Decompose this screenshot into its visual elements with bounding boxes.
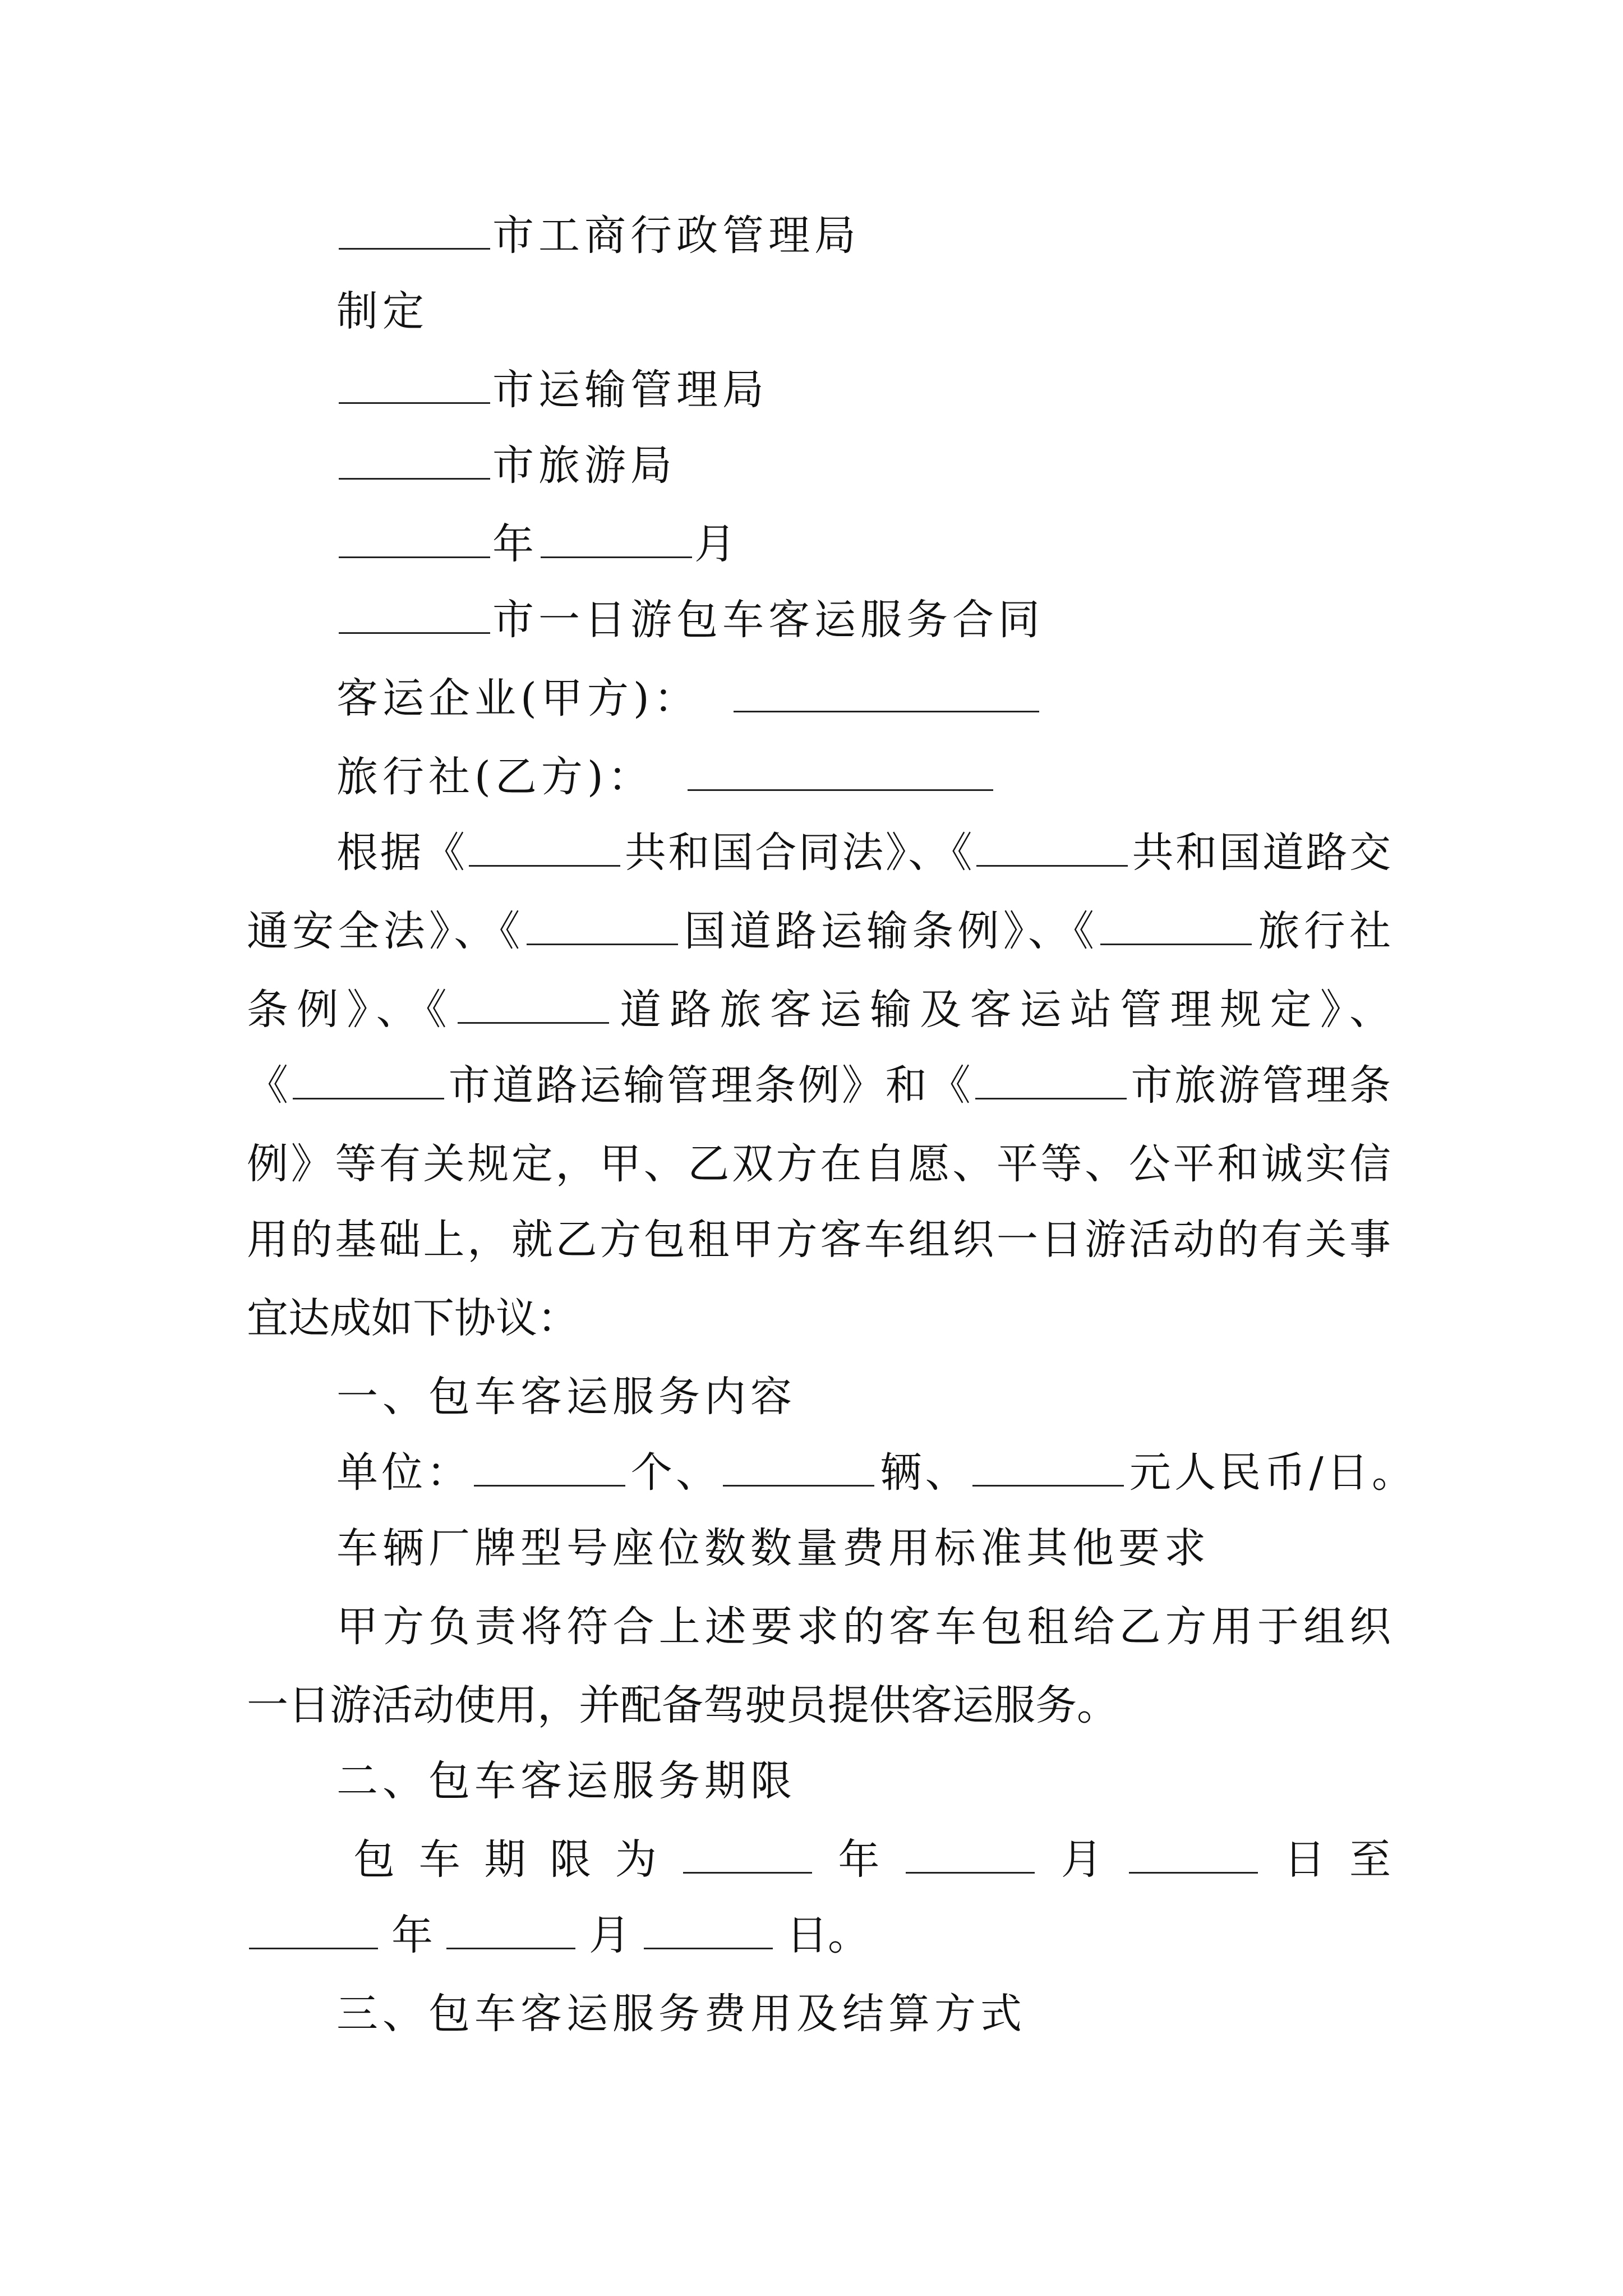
blank-field: [906, 1871, 1035, 1874]
blank-field: [446, 1947, 575, 1949]
issued-label: 制定: [336, 287, 428, 335]
issuer-transport: 市运输管理局: [336, 362, 768, 418]
service-desc-line-1: 甲方负责将符合上述要求的客车包租给乙方用于组织: [336, 1603, 1391, 1651]
blank-field: [339, 402, 490, 404]
basis-line-5: 例》等有关规定，甲、乙双方在自愿、平等、公平和诚实信: [247, 1140, 1391, 1188]
blank-field: [644, 1947, 773, 1949]
basis-line-6: 用的基础上，就乙方包租甲方客车组织一日游活动的有关事: [247, 1216, 1391, 1264]
party-a-line: 客运企业(甲方)：: [336, 670, 1041, 726]
blank-field: [339, 632, 490, 634]
blank-field: [723, 1484, 874, 1487]
term-line-1: 包车期限为 年 月 日至: [353, 1835, 1391, 1884]
blank-field: [734, 710, 1039, 712]
contract-title: 市一日游包车客运服务合同: [336, 592, 1044, 648]
issuer-tourism: 市旅游局: [336, 438, 676, 494]
blank-field: [339, 477, 490, 480]
basis-line-3: 条例》、《 道路旅客运输及客运站管理规定》、: [247, 986, 1391, 1034]
vehicle-columns: 车辆厂牌型号座位数数量费用标准其他要求: [336, 1524, 1210, 1572]
blank-field: [469, 864, 620, 867]
blank-field: [527, 943, 678, 945]
blank-field: [1129, 1871, 1258, 1874]
basis-line-4: 《 市道路运输管理条例》和《 市旅游管理条: [247, 1061, 1391, 1110]
unit-line: 单位： 个、 辆、 元人民币/日。: [336, 1448, 1414, 1497]
basis-line-1: 根据《 共和国合同法》、《 共和国道路交: [336, 829, 1391, 877]
blank-field: [339, 556, 490, 558]
basis-line-2: 通安全法》、《 国道路运输条例》、《 旅行社: [247, 907, 1391, 955]
blank-field: [683, 1871, 812, 1874]
section-3-title: 三、包车客运服务费用及结算方式: [336, 1990, 1026, 2038]
section-2-title: 二、包车客运服务期限: [336, 1757, 796, 1805]
party-b-line: 旅行社(乙方)：: [336, 749, 995, 805]
blank-field: [339, 247, 490, 250]
blank-field: [1100, 943, 1252, 945]
blank-field: [972, 1484, 1124, 1487]
term-line-2: 年 月 日。: [247, 1907, 880, 1963]
blank-field: [293, 1097, 444, 1099]
blank-field: [541, 556, 692, 558]
blank-field: [688, 789, 993, 791]
section-1-title: 一、包车客运服务内容: [336, 1373, 796, 1421]
service-desc-line-2: 一日游活动使用，并配备驾驶员提供客运服务。: [247, 1681, 1118, 1729]
blank-field: [976, 864, 1128, 867]
blank-field: [975, 1097, 1127, 1099]
issue-date: 年 月: [336, 516, 740, 572]
blank-field: [474, 1484, 625, 1487]
issuer-industry-commerce: 市工商行政管理局: [336, 208, 860, 264]
basis-line-7: 宜达成如下协议：: [247, 1294, 579, 1342]
blank-field: [458, 1022, 609, 1024]
blank-field: [249, 1947, 378, 1949]
